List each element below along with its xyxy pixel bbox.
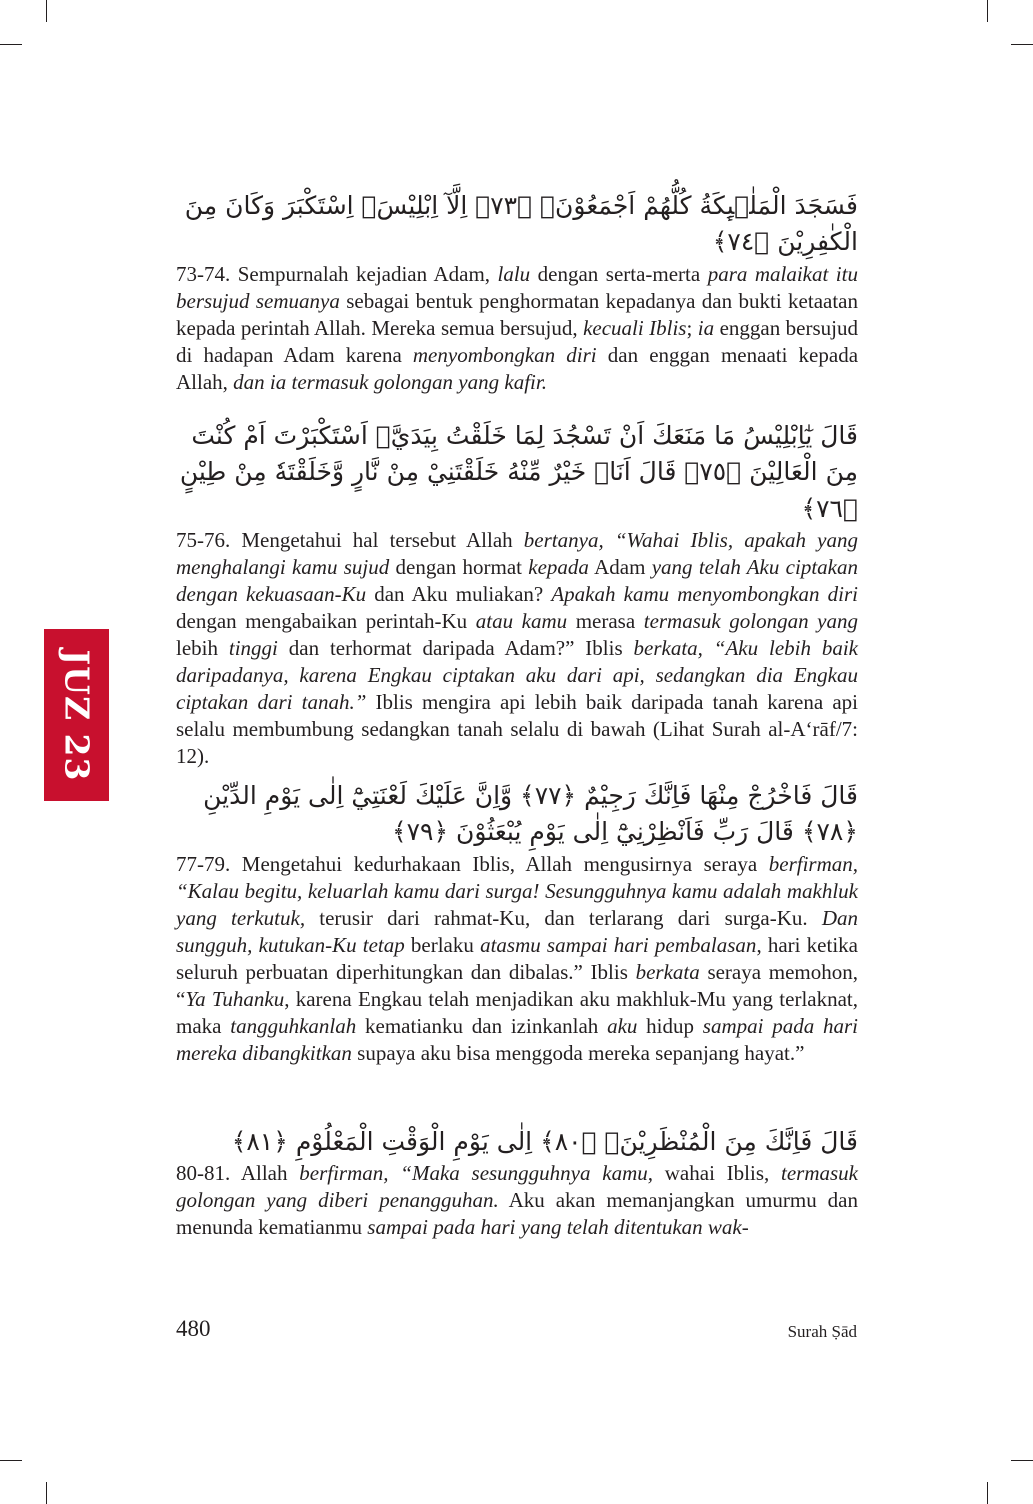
translation-run: terusir dari rahmat-Ku, dan terlarang dari surga-Ku. (305, 905, 822, 930)
translation-run: berlaku (404, 932, 481, 957)
translation-run: Adam (588, 554, 652, 579)
translation-run-italic: para malaikat itu bersujud semuanya (176, 261, 858, 313)
translation-run-italic: tangguhkanlah (230, 1013, 357, 1038)
translation-run-italic: sampai pada hari yang telah ditentukan wak- (367, 1215, 749, 1240)
verse-translation (176, 1160, 858, 1241)
translation-run: dan Aku muliakan? (366, 581, 552, 606)
verse-translation (176, 261, 858, 396)
translation-run: Iblis mengira api lebih baik daripada tanah karena api selalu membumbung sedangkan tanah selalu di bawah (Lihat Surah al-A‘rāf/7: 12). (176, 689, 858, 768)
translation-run-italic: lalu (497, 261, 531, 286)
translation-run-italic: yang telah Aku ciptakan dengan kekuasaan-Ku (176, 554, 858, 606)
arabic-verse: فَسَجَدَ الْمَلٰۤىِٕكَةُ كُلُّهُمْ اَجْمَعُوْنَۙ ﴿٧٣﴾ اِلَّآ اِبْلِيْسَۗ اِسْتَكْبَرَ وَكَانَ مِنَ الْكٰفِرِيْنَ ﴿٧٤﴾ (184, 191, 858, 257)
translation-run-italic: dan ia termasuk golongan yang kafir. (233, 369, 547, 394)
arabic-verse: قَالَ فَاخْرُجْ مِنْهَا فَاِنَّكَ رَجِيْمٌ ﴿٧٧﴾ وَّاِنَّ عَلَيْكَ لَعْنَتِيْٓ اِلٰى يَوْمِ الدِّيْنِ ﴿٧٨﴾ قَالَ رَبِّ فَاَنْظِرْنِيْٓ اِلٰى يَوْمِ يُبْعَثُوْنَ ﴿٧٩﴾ (203, 781, 858, 847)
translation-run: , hari ketika seluruh perbuatan diperhitungkan dan dibalas.” Iblis (176, 932, 858, 984)
translation-run: wahai Iblis, (653, 1161, 781, 1186)
translation-run-italic: Ya Tuhanku (185, 986, 285, 1011)
translation-run: sebagai bentuk penghormatan kepadanya dan bukti ketaatan kepada perintah Allah. Mereka semua bersujud, (176, 288, 858, 340)
verse-translation (176, 527, 858, 770)
verse-translation (176, 851, 858, 1067)
translation-run: , karena Engkau telah menjadikan aku makhluk-Mu yang terlaknat, maka (176, 986, 859, 1038)
translation-run: dengan mengabaikan perintah-Ku (176, 608, 476, 633)
translation-run-italic: berfirman, “Maka sesungguhnya kamu, (299, 1161, 653, 1186)
juz-side-tab (44, 629, 109, 801)
running-footer-surah: Surah Ṣād (787, 1322, 857, 1341)
translation-run: ; (686, 315, 698, 340)
translation-run-italic: termasuk golongan yang (643, 608, 858, 633)
translation-run: 80-81. Allah (176, 1161, 300, 1186)
translation-run: hidup (637, 1013, 703, 1038)
crop-mark (987, 1482, 988, 1504)
translation-run: 75-76. Mengetahui hal tersebut Allah (176, 527, 524, 552)
crop-mark (46, 0, 47, 22)
crop-mark (1011, 44, 1033, 45)
translation-run: kematianku dan izinkanlah (356, 1013, 608, 1038)
juz-label: JUZ 23 (57, 649, 96, 781)
translation-run-italic: berkata, “Aku lebih baik daripadanya, karena Engkau ciptakan aku dari api, sedangkan dia Engkau ciptakan dari tanah.” (176, 635, 859, 714)
translation-run-italic: berfirman, “Kalau begitu, keluarlah kamu dari surga! Sesungguhnya kamu adalah makhluk yang terkutuk, (176, 851, 858, 930)
translation-run-italic: tinggi (228, 635, 278, 660)
verse-block (176, 1124, 858, 1241)
translation-run-italic: bertanya, “Wahai Iblis, apakah yang menghalangi kamu sujud (176, 527, 858, 579)
translation-run: Aku akan memanjangkan umurmu dan menunda kematianmu (176, 1188, 859, 1240)
crop-mark (1011, 1460, 1033, 1461)
translation-run-italic: kecuali Iblis (583, 315, 687, 340)
translation-run-italic: termasuk golongan yang diberi penangguhan. (176, 1161, 858, 1213)
translation-run: 73-74. Sempurnalah kejadian Adam, (176, 261, 498, 286)
translation-run-italic: kepada (528, 554, 589, 579)
translation-run-italic: sampai pada hari mereka dibangkitkan (176, 1013, 858, 1065)
translation-run: dan enggan menaati kepada Allah, (176, 342, 859, 394)
page-number: 480 (176, 1316, 211, 1341)
translation-run-italic: atasmu sampai hari pembalasan (480, 932, 757, 957)
arabic-verse: قَالَ يٰٓاِبْلِيْسُ مَا مَنَعَكَ اَنْ تَسْجُدَ لِمَا خَلَقْتُ بِيَدَيَّۗ اَسْتَكْبَرْتَ اَمْ كُنْتَ مِنَ الْعَالِيْنَ ﴿٧٥﴾ قَالَ اَنَا۠ خَيْرٌ مِّنْهُ خَلَقْتَنِيْ مِنْ نَّارٍ وَّخَلَقْتَهٗ مِنْ طِيْنٍ ﴿٧٦﴾ (179, 421, 858, 523)
crop-mark (987, 0, 988, 22)
translation-run-italic: Apakah kamu menyombongkan diri (551, 581, 858, 606)
translation-run: supaya aku bisa menggoda mereka sepanjang hayat.” (351, 1040, 805, 1065)
translation-run: seraya memohon, “ (176, 959, 858, 1011)
translation-run: enggan bersujud di hadapan Adam karena (176, 315, 858, 367)
arabic-verse: قَالَ فَاِنَّكَ مِنَ الْمُنْظَرِيْنَۙ ﴿٨٠﴾ اِلٰى يَوْمِ الْوَقْتِ الْمَعْلُوْمِ ﴿٨١﴾ (231, 1127, 858, 1156)
crop-mark (0, 1460, 22, 1461)
translation-run: 77-79. Mengetahui kedurhakaan Iblis, Allah mengusirnya seraya (176, 851, 769, 876)
translation-run-italic: berkata (635, 959, 700, 984)
crop-mark (0, 44, 22, 45)
translation-run-italic: aku (607, 1013, 638, 1038)
translation-run-italic: Dan sungguh, kutukan-Ku tetap (176, 905, 858, 957)
translation-run-italic: atau kamu (475, 608, 568, 633)
crop-mark (46, 1482, 47, 1504)
translation-run: dengan hormat (389, 554, 529, 579)
translation-run: dengan serta-merta (530, 261, 708, 286)
translation-run-italic: ia (697, 315, 715, 340)
verse-block (176, 188, 858, 396)
translation-run: merasa (567, 608, 644, 633)
translation-run: dan terhormat daripada Adam?” Iblis (277, 635, 634, 660)
translation-run-italic: menyombongkan diri (412, 342, 597, 367)
verse-block (176, 778, 858, 1067)
translation-run: lebih (176, 635, 229, 660)
verse-block (176, 418, 858, 770)
